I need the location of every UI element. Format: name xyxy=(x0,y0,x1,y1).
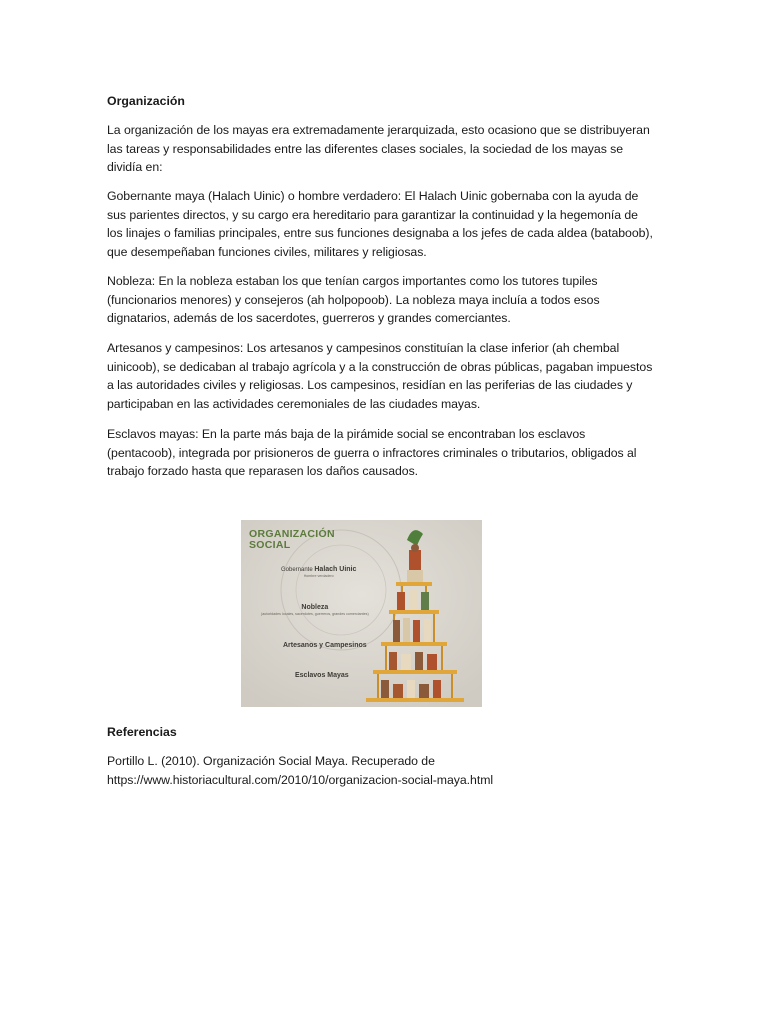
paragraph-esclavos: Esclavos mayas: En la parte más baja de la pirámide social se encontraban los esclavos (pentacoob), integrada por prisioneros de guerra o infractores criminales o tributarios, obligados al trabajo forzado hasta que reparasen los daños causados. xyxy=(107,427,637,478)
reference-citation: Portillo L. (2010). Organización Social Maya. Recuperado de xyxy=(107,754,435,768)
heading-organizacion: Organización xyxy=(107,94,185,108)
figure-title-line1: ORGANIZACIÓN xyxy=(249,528,335,540)
level-esclavos: Esclavos Mayas xyxy=(295,672,349,679)
social-pyramid-figure xyxy=(241,520,482,707)
reference-url: https://www.historiacultural.com/2010/10/organizacion-social-maya.html xyxy=(107,772,494,787)
level-nobleza: Nobleza (autoridades locales, sacerdotes, guerreros, grandes comerciantes) xyxy=(261,604,369,616)
paragraph-intro: La organización de los mayas era extremadamente jerarquizada, esto ocasiono que se distribuyeran las tareas y responsabilidades entre las diferentes clases sociales, la sociedad de los mayas se dividía en: xyxy=(107,123,650,174)
paragraph-halach-uinic: Gobernante maya (Halach Uinic) o hombre verdadero: El Halach Uinic gobernaba con la ayuda de sus parientes directos, y su cargo era hereditario para garantizar la continuidad y la hegemonía de los linajes o familias principales, entre sus funciones designaba a los jefes de cada aldea (bataboob), que desempeñaban funciones civiles, militares y religiosas. xyxy=(107,189,653,259)
level-artesanos: Artesanos y Campesinos xyxy=(283,642,367,649)
figure-title xyxy=(249,529,335,551)
paragraph-artesanos: Artesanos y campesinos: Los artesanos y campesinos constituían la clase inferior (ah chembal uinicoob), se dedicaban al trabajo agrícola y a la construcción de obras públicas, pagaban impuestos a las autoridades civiles y religiosas. Los campesinos, residían en las periferias de las ciudades y participaban en las actividades ceremoniales de las ciudades mayas. xyxy=(107,341,653,411)
reference-entry xyxy=(107,752,655,789)
paragraph-nobleza: Nobleza: En la nobleza estaban los que tenían cargos importantes como los tutores tupiles (funcionarios menores) y consejeros (ah holpopoob). La nobleza maya incluía a todos esos dignatarios, además de los sacerdotes, guerreros y grandes comerciantes. xyxy=(107,274,600,325)
level-halach-uinic: Gobernante Halach Uinic Hombre verdadero xyxy=(281,566,357,578)
figure-title-line2: SOCIAL xyxy=(249,539,291,551)
heading-referencias: Referencias xyxy=(107,725,177,739)
